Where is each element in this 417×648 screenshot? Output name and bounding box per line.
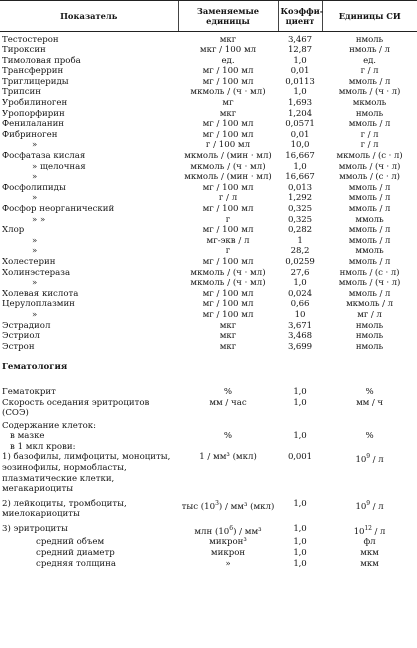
row-indicator: » [32,172,38,183]
row-si-unit: ммоль [355,214,384,225]
row-replaced-unit: мкг [219,331,237,342]
row-indicator: Триглицериды [2,76,69,87]
row-si-unit: ммоль [355,246,384,257]
row-indicator: Трансферрин [2,66,64,77]
table-row [0,278,417,289]
row-si-unit: ммоль / л [348,225,391,236]
row-coefficient: 27,6 [290,267,310,278]
row-si-unit: ммоль / л [348,76,391,87]
row-si-unit: мг / л [357,309,382,320]
row-si-unit: ммоль / л [348,193,391,204]
row-si-unit: ммоль / л [348,182,391,193]
row-indicator: Фосфатаза кислая [2,151,86,162]
table-row: 3) эритроциты млн $(10^6) / мм^3$ 1,0 $10^{12}$ / л [2,524,386,537]
table-row [0,151,417,162]
row-replaced-unit: мг / 100 мл [202,119,254,130]
row-indicator: Фибриноген [2,129,58,140]
row-coefficient: 3,467 [287,34,313,45]
row-replaced-unit: мкмоль / (ч · мл) [190,278,266,289]
row-coefficient: 16,667 [285,172,315,183]
row-replaced-unit: мкг [219,108,237,119]
table-row [0,35,417,46]
row-si-unit: нмоль [355,331,384,342]
table-row [0,236,417,247]
row-indicator: » » [32,214,46,225]
row-indicator: » щелочная [32,161,86,172]
row-indicator: » [32,278,38,289]
row-coefficient: 16,667 [285,151,315,162]
row-replaced-unit: мг-экв / л [206,235,250,246]
row-replaced-unit: мг / 100 мл [202,256,254,267]
row-indicator: Уробилиноген [2,98,68,109]
row-replaced-unit: г [225,214,231,225]
row-replaced-unit: мг / 100 мл [202,204,254,214]
table-row [0,162,417,173]
row-indicator: Тестостерон [2,34,59,45]
row-indicator: Хлор [2,225,25,236]
row-si-unit: г / л [360,140,379,151]
row-coefficient: 0,01 [290,129,310,140]
table-row [0,342,417,353]
row-coefficient: 0,0259 [285,256,315,267]
row-coefficient: 1 [297,235,303,246]
table-row [0,140,417,151]
row-replaced-unit: мг / 100 мл [202,288,254,299]
table-row [0,87,417,98]
row-coefficient: 1,0 [293,278,307,289]
row-indicator: Холинэстераза [2,267,71,278]
table-row [0,225,417,236]
row-coefficient: 3,699 [287,341,313,352]
row-coefficient: 1,693 [287,98,313,109]
row-replaced-unit: мг / 100 мл [202,129,254,140]
row-si-unit: нмоль [355,341,384,352]
table-row [0,77,417,88]
row-indicator: Уропорфирин [2,108,65,119]
table-header [0,1,417,32]
row-replaced-unit: мкмоль / (ч · мл) [190,87,266,98]
row-si-unit: мкмоль / (с · л) [336,151,403,162]
row-indicator: Эстрадиол [2,320,51,331]
row-si-unit: г / л [360,129,379,140]
row-replaced-unit: мг / 100 мл [202,182,254,193]
row-coefficient: 0,325 [287,204,313,214]
row-coefficient: 1,292 [287,193,313,204]
row-indicator: Холестерин [2,256,56,267]
table-row [0,193,417,204]
row-replaced-unit: мг / 100 мл [202,309,254,320]
row-si-unit: нмоль [355,108,384,119]
row-coefficient: 0,0571 [285,119,315,130]
row-coefficient: 3,671 [287,320,313,331]
table-row [0,56,417,67]
table-body [0,32,417,353]
row-si-unit: нмоль / л [349,45,390,56]
row-indicator: Церулоплазмин [2,299,75,310]
row-coefficient: 1,0 [293,55,307,66]
table-row: Содержание клеток: [2,420,97,431]
header-coefficient: Коэффи-циент [278,1,322,32]
row-replaced-unit: мкмоль / (ч · мл) [190,161,266,172]
row-si-unit: г / л [360,66,379,77]
table-row [0,130,417,141]
row-coefficient: 0,024 [287,288,313,299]
row-si-unit: ед. [363,55,376,66]
row-indicator: Эстриол [2,331,41,342]
table-row [0,109,417,120]
row-indicator: » [32,235,38,246]
row-si-unit: ммоль / л [348,288,391,299]
row-si-unit: ммоль / (ч · л) [338,278,401,289]
row-indicator: Тироксин [2,45,46,56]
row-si-unit: ммоль / л [348,119,391,130]
row-replaced-unit: мг [222,98,234,109]
row-si-unit: нмоль / (с · л) [339,267,400,278]
table-row [0,119,417,130]
row-replaced-unit: мкмоль / (мин · мл) [184,151,272,162]
table-row [0,289,417,300]
row-replaced-unit: г / л [218,193,238,204]
row-indicator: Фенилаланин [2,119,65,130]
table-row [0,215,417,226]
table-row: Скорость оседания эритроцитов (СОЭ) мм / час 1,0 мм / ч [2,397,383,419]
row-replaced-unit: мг / 100 мл [202,225,254,236]
row-si-unit: мкмоль [352,98,387,109]
row-replaced-unit: мкг [219,34,237,45]
header-si-units: Единицы СИ [322,1,417,32]
hematology-section [0,352,417,569]
section-title: Гематология [2,362,68,373]
table-row [0,204,417,215]
table-row: средний объем микрон³ 1,0 фл [36,537,376,548]
table-row [0,172,417,183]
row-si-unit: нмоль [355,34,384,45]
row-si-unit: мкмоль / л [346,299,393,310]
row-si-unit: ммоль / (ч · л) [338,87,401,98]
row-indicator: » [32,140,38,151]
row-coefficient: 28,2 [290,246,310,257]
table-row [0,66,417,77]
row-si-unit: ммоль / л [348,256,391,267]
table-row: 1) базофилы, лимфоциты, моноциты, эозинофилы, нормобласты, плазматические клетки, мегакариоциты 1 / мм³ (мкл) 0,001 $10^9$ / л [2,452,384,495]
row-replaced-unit: г [225,246,231,257]
row-replaced-unit: мкмоль / (мин · мл) [184,172,272,183]
table-row: Гематокрит % 1,0 % [2,386,374,397]
row-indicator: » [32,309,38,320]
table-row [0,98,417,109]
row-si-unit: ммоль / л [348,204,391,214]
row-si-unit: ммоль / (с · л) [339,172,400,183]
row-replaced-unit: мкг [219,341,237,352]
table-row [0,299,417,310]
row-replaced-unit: мкг / 100 мл [199,45,257,56]
table-row: средний диаметр микрон 1,0 мкм [36,548,379,559]
row-indicator: Фосфор неорганический [2,204,115,214]
row-replaced-unit: г / 100 мл [205,140,251,151]
table-row [0,45,417,56]
table-row [0,321,417,332]
row-coefficient: 1,0 [293,161,307,172]
row-coefficient: 1,204 [287,108,313,119]
row-coefficient: 0,282 [287,225,313,236]
row-coefficient: 0,325 [287,214,313,225]
row-si-unit: ммоль / (ч · л) [338,161,401,172]
table-row: в мазке % 1,0 % [10,431,374,442]
row-indicator: Тимоловая проба [2,55,81,66]
row-indicator: » [32,193,38,204]
table-row [0,310,417,321]
row-replaced-unit: ед. [221,55,235,66]
row-coefficient: 0,013 [287,182,313,193]
row-replaced-unit: мкмоль / (ч · мл) [190,267,266,278]
table-row: средняя толщина » 1,0 мкм [36,558,379,569]
table-row: 2) лейкоциты, тромбоциты, миелокариоциты тыс $(10^3) / мм^3$ (мкл) 1,0 $10^9$ / л [2,498,384,520]
row-replaced-unit: мкг [219,320,237,331]
table-row [0,246,417,257]
row-coefficient: 1,0 [293,87,307,98]
row-coefficient: 10 [294,309,306,320]
row-indicator: Холевая кислота [2,288,79,299]
table-row [0,331,417,342]
row-indicator: Эстрон [2,341,35,352]
header-indicator: Показатель [0,1,178,32]
row-si-unit: ммоль / л [348,235,391,246]
table-row [0,257,417,268]
row-replaced-unit: мг / 100 мл [202,66,254,77]
row-replaced-unit: мг / 100 мл [202,76,254,87]
row-coefficient: 10,0 [290,140,310,151]
row-coefficient: 3,468 [287,331,313,342]
table-row [0,183,417,194]
row-coefficient: 0,66 [290,299,310,310]
table-row: в 1 мкл крови: [10,441,76,452]
row-coefficient: 0,01 [290,66,310,77]
row-indicator: » [32,246,38,257]
header-replaced-units: Заменяемые единицы [178,1,278,32]
row-si-unit: нмоль [355,320,384,331]
table-row [0,268,417,279]
row-coefficient: 12,87 [287,45,313,56]
row-coefficient: 0,0113 [285,76,315,87]
row-indicator: Трипсин [2,87,41,98]
row-indicator: Фосфолипиды [2,182,66,193]
row-replaced-unit: мг / 100 мл [202,299,254,310]
